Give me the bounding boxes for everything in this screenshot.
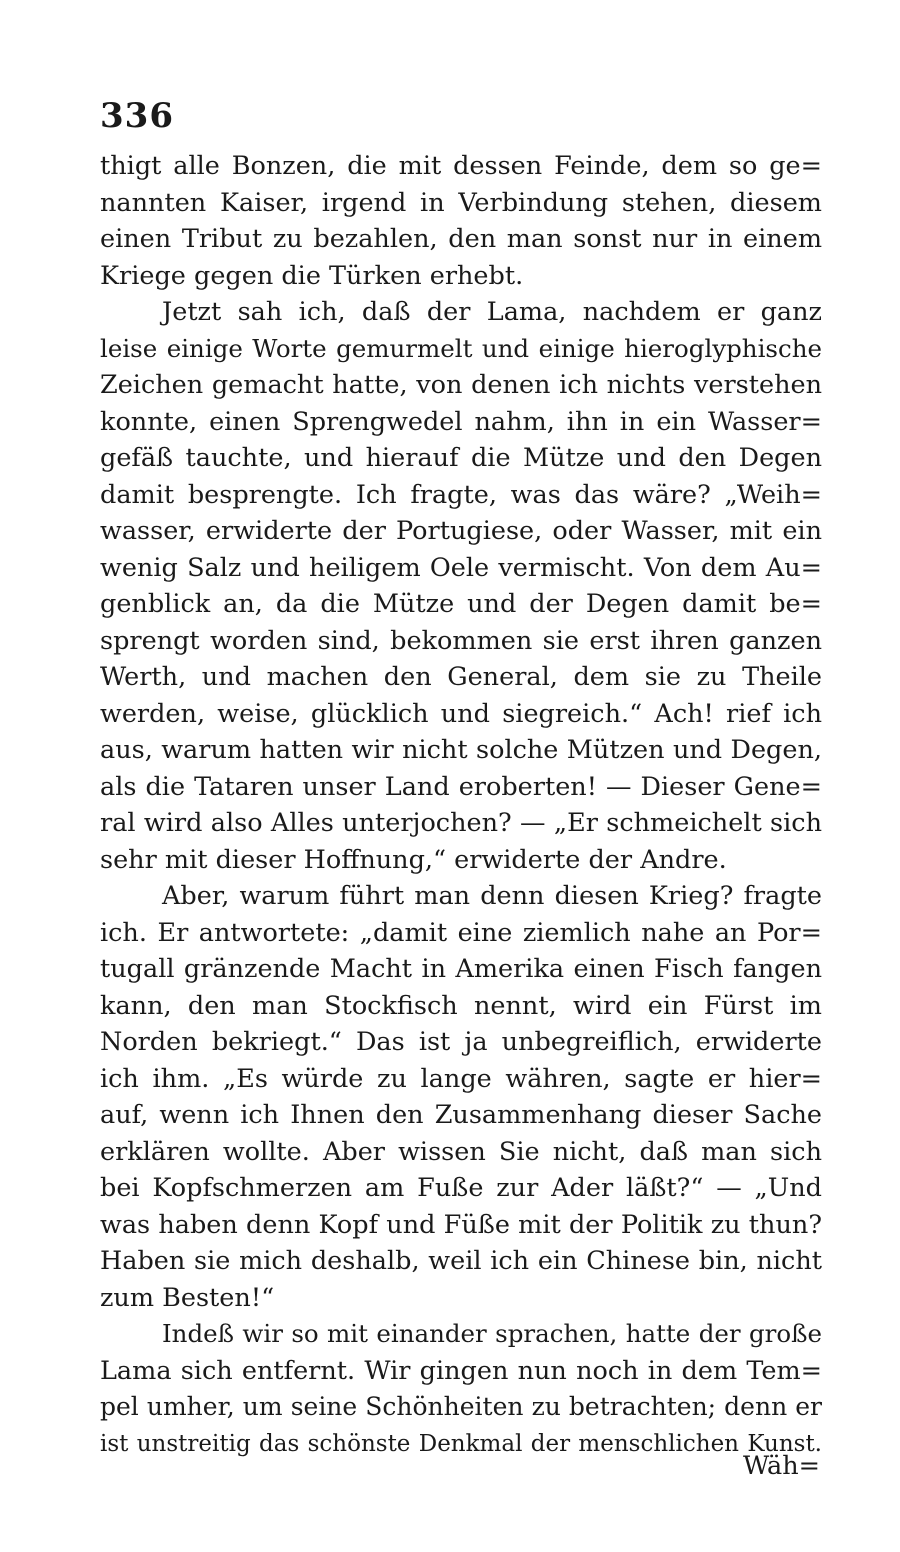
text-line: einen Tribut zu bezahlen, den man sonst nur in einem (100, 224, 822, 254)
text-line: bei Kopfschmerzen am Fuße zur Ader läßt?“ — „Und (100, 1173, 822, 1203)
text-line: sehr mit dieser Hoffnung,“ erwiderte der Andre. (100, 844, 727, 875)
text-line: thigt alle Bonzen, die mit dessen Feinde, dem so ge= (100, 151, 822, 181)
text-line: als die Tataren unser Land eroberten! — Dieser Gene= (100, 771, 822, 802)
text-line: Kriege gegen die Türken erhebt. (100, 260, 524, 291)
text-line: werden, weise, glücklich und siegreich.“ Ach! rief ich (100, 698, 822, 729)
text-line: kann, den man Stockfisch nennt, wird ein Fürst im (100, 990, 822, 1021)
text-line: genblick an, da die Mütze und der Degen damit be= (100, 589, 822, 619)
text-line: Haben sie mich deshalb, weil ich ein Chinese bin, nicht (100, 1246, 822, 1276)
text-line: aus, warum hatten wir nicht solche Mützen und Degen, (100, 735, 822, 765)
text-line: Lama sich entfernt. Wir gingen nun noch in dem Tem= (100, 1355, 822, 1386)
text-line: Norden bekriegt.“ Das ist ja unbegreiflich, erwiderte (100, 1027, 822, 1057)
text-line: ich ihm. „Es würde zu lange währen, sagte er hier= (100, 1063, 822, 1094)
text-line: tugall gränzende Macht in Amerika einen Fisch fangen (100, 954, 822, 984)
text-line: auf, wenn ich Ihnen den Zusammenhang dieser Sache (100, 1100, 822, 1130)
text-line: ist unstreitig das schönste Denkmal der menschlichen Kunst. (100, 1430, 822, 1457)
text-line: pel umher, um seine Schönheiten zu betrachten; denn er (100, 1392, 822, 1421)
text-line: ral wird also Alles unterjochen? — „Er schmeichelt sich (100, 808, 822, 838)
text-line: konnte, einen Sprengwedel nahm, ihn in ein Wasser= (100, 406, 822, 437)
text-line: ich. Er antwortete: „damit eine ziemlich nahe an Por= (100, 917, 822, 948)
text-line: damit besprengte. Ich fragte, was das wäre? „Weih= (100, 479, 822, 510)
text-line: gefäß tauchte, und hierauf die Mütze und den Degen (100, 443, 822, 473)
page-number: 336 (100, 96, 174, 136)
text-line: Zeichen gemacht hatte, von denen ich nichts verstehen (100, 370, 822, 400)
text-line: wenig Salz und heiligem Oele vermischt. Von dem Au= (100, 552, 822, 583)
text-line: leise einige Worte gemurmelt und einige hieroglyphische (100, 333, 822, 363)
page-text (100, 148, 822, 1462)
text-line: wasser, erwiderte der Portugiese, oder Wasser, mit ein (100, 516, 822, 546)
text-line: Aber, warum führt man denn diesen Krieg? fragte (162, 881, 822, 911)
text-line: was haben denn Kopf und Füße mit der Politik zu thun? (100, 1209, 822, 1240)
text-line: erklären wollte. Aber wissen Sie nicht, daß man sich (100, 1136, 822, 1167)
text-line: Indeß wir so mit einander sprachen, hatte der große (162, 1319, 822, 1348)
text-line: zum Besten!“ (100, 1282, 275, 1313)
text-line: Jetzt sah ich, daß der Lama, nachdem er ganz (162, 297, 822, 327)
catchword: Wäh= (743, 1451, 820, 1481)
text-line: sprengt worden sind, bekommen sie erst ihren ganzen (100, 625, 822, 656)
text-line: Werth, und machen den General, dem sie zu Theile (100, 662, 822, 692)
text-line: nannten Kaiser, irgend in Verbindung stehen, diesem (100, 187, 822, 218)
